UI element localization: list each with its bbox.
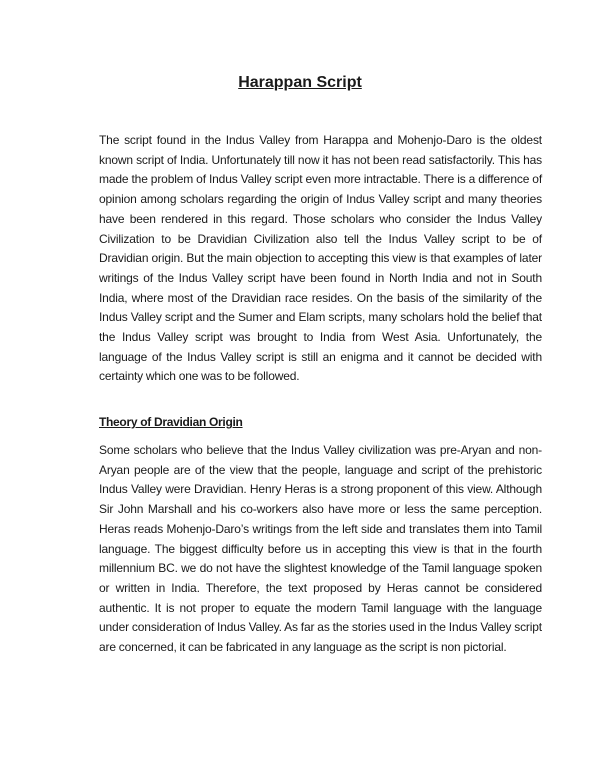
section-heading: Theory of Dravidian Origin: [99, 415, 243, 429]
intro-paragraph: The script found in the Indus Valley from Harappa and Mohenjo-Daro is the oldest known script of India. Unfortunately till now it has not been read satisfactorily. This has made the problem of Indus Valley script even more intractable. There is a difference of opinion among scholars regarding the origin of Indus Valley script and many theories have been rendered in this regard. Those scholars who consider the Indus Valley Civilization to be Dravidian Civilization also tell the Indus Valley script to be of Dravidian origin. But the main objection to accepting this view is that examples of later writings of the Indus Valley script have been found in North India and not in South India, where most of the Dravidian race resides. On the basis of the similarity of the Indus Valley script and the Sumer and Elam scripts, many scholars hold the belief that the Indus Valley script was brought to India from West Asia. Unfortunately, the language of the Indus Valley script is still an enigma and it cannot be decided with certainty which one was to be followed.: [99, 133, 542, 384]
dravidian-origin-paragraph: Some scholars who believe that the Indus Valley civilization was pre-Aryan and non-Aryan people are of the view that the people, language and script of the prehistoric Indus Valley were Dravidian. Henry Heras is a strong proponent of this view. Although Sir John Marshall and his co-workers also have more or less the same perception. Heras reads Mohenjo-Daro’s writings from the left side and translates them into Tamil language. The biggest difficulty before us in accepting this view is that in the fourth millennium BC. we do not have the slightest knowledge of the Tamil language spoken or written in India. Therefore, the text proposed by Heras cannot be considered authentic. It is not proper to equate the modern Tamil language with the language under consideration of Indus Valley. As far as the stories used in the Indus Valley script are concerned, it can be fabricated in any language as the script is non pictorial.: [99, 443, 542, 655]
page-title: Harappan Script: [238, 74, 362, 91]
